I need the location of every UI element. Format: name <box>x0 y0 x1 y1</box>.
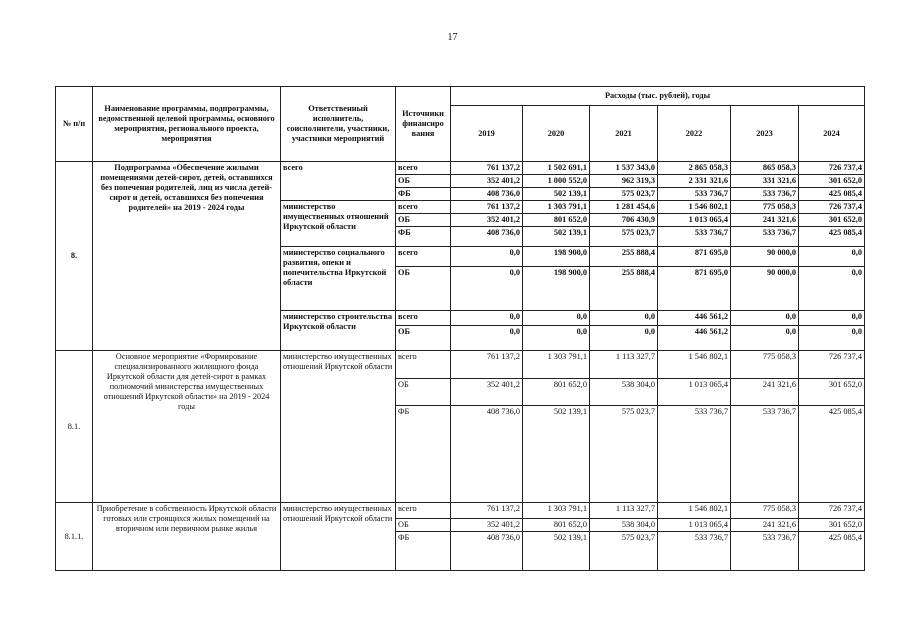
value-cell: 533 736,7 <box>731 532 799 571</box>
item-name: Приобретение в собственность Иркутской области готовых или строящихся жилых помещений на вторичном или первичном рынке жилья <box>93 503 281 571</box>
value-cell: 90 000,0 <box>731 247 799 267</box>
value-cell: 801 652,0 <box>523 214 590 227</box>
header-num: № п/п <box>56 87 93 162</box>
value-cell: 1 303 791,1 <box>523 201 590 214</box>
responsible-executor: министерство имущественных отношений Иркутской области <box>281 351 396 503</box>
value-cell: 533 736,7 <box>731 188 799 201</box>
value-cell: 706 430,9 <box>590 214 658 227</box>
value-cell: 446 561,2 <box>658 326 731 351</box>
value-cell: 1 281 454,6 <box>590 201 658 214</box>
value-cell: 425 085,4 <box>799 188 865 201</box>
value-cell: 533 736,7 <box>658 188 731 201</box>
funding-source: всего <box>396 311 451 326</box>
value-cell: 533 736,7 <box>731 227 799 247</box>
value-cell: 241 321,6 <box>731 519 799 532</box>
value-cell: 0,0 <box>731 311 799 326</box>
header-year: 2019 <box>451 106 523 162</box>
value-cell: 502 139,1 <box>523 227 590 247</box>
value-cell: 408 736,0 <box>451 406 523 503</box>
value-cell: 352 401,2 <box>451 175 523 188</box>
value-cell: 0,0 <box>523 311 590 326</box>
header-year: 2024 <box>799 106 865 162</box>
responsible-executor: министерство социального развития, опеки и попечительства Иркутской области <box>281 247 396 311</box>
header-sources: Источники финансиро вания <box>396 87 451 162</box>
value-cell: 1 546 802,1 <box>658 503 731 519</box>
value-cell: 533 736,7 <box>731 406 799 503</box>
value-cell: 301 652,0 <box>799 214 865 227</box>
value-cell: 352 401,2 <box>451 379 523 406</box>
value-cell: 2 331 321,6 <box>658 175 731 188</box>
responsible-executor: министерство имущественных отношений Иркутской области <box>281 201 396 247</box>
value-cell: 775 058,3 <box>731 351 799 379</box>
value-cell: 538 304,0 <box>590 519 658 532</box>
value-cell: 301 652,0 <box>799 519 865 532</box>
value-cell: 502 139,1 <box>523 188 590 201</box>
value-cell: 1 303 791,1 <box>523 351 590 379</box>
value-cell: 90 000,0 <box>731 267 799 311</box>
header-expenses: Расходы (тыс. рублей), годы <box>451 87 865 106</box>
value-cell: 0,0 <box>731 326 799 351</box>
value-cell: 198 900,0 <box>523 247 590 267</box>
value-cell: 575 023,7 <box>590 406 658 503</box>
value-cell: 0,0 <box>451 311 523 326</box>
value-cell: 352 401,2 <box>451 519 523 532</box>
value-cell: 408 736,0 <box>451 532 523 571</box>
value-cell: 0,0 <box>451 247 523 267</box>
value-cell: 575 023,7 <box>590 532 658 571</box>
value-cell: 1 502 691,1 <box>523 162 590 175</box>
value-cell: 1 546 802,1 <box>658 351 731 379</box>
funding-source: ФБ <box>396 188 451 201</box>
value-cell: 871 695,0 <box>658 247 731 267</box>
funding-source: ОБ <box>396 326 451 351</box>
value-cell: 1 013 065,4 <box>658 379 731 406</box>
item-name: Подпрограмма «Обеспечение жилыми помещениями детей-сирот, детей, оставшихся без попечения родителей, лиц из числа детей-сирот и детей, оставшихся без попечения родителей» на 2019 - 2024 годы <box>93 162 281 351</box>
funding-source: ОБ <box>396 379 451 406</box>
value-cell: 241 321,6 <box>731 214 799 227</box>
funding-source: всего <box>396 247 451 267</box>
value-cell: 408 736,0 <box>451 188 523 201</box>
header-year: 2022 <box>658 106 731 162</box>
value-cell: 352 401,2 <box>451 214 523 227</box>
value-cell: 575 023,7 <box>590 188 658 201</box>
value-cell: 255 888,4 <box>590 247 658 267</box>
value-cell: 962 319,3 <box>590 175 658 188</box>
value-cell: 301 652,0 <box>799 175 865 188</box>
header-year: 2023 <box>731 106 799 162</box>
value-cell: 425 085,4 <box>799 532 865 571</box>
value-cell: 0,0 <box>590 311 658 326</box>
header-year: 2021 <box>590 106 658 162</box>
value-cell: 865 058,3 <box>731 162 799 175</box>
value-cell: 1 000 552,0 <box>523 175 590 188</box>
value-cell: 1 113 327,7 <box>590 503 658 519</box>
funding-source: всего <box>396 162 451 175</box>
value-cell: 0,0 <box>590 326 658 351</box>
funding-source: всего <box>396 351 451 379</box>
value-cell: 801 652,0 <box>523 519 590 532</box>
value-cell: 801 652,0 <box>523 379 590 406</box>
responsible-executor: министерство имущественных отношений Иркутской области <box>281 503 396 571</box>
funding-source: ФБ <box>396 532 451 571</box>
value-cell: 775 058,3 <box>731 503 799 519</box>
value-cell: 1 303 791,1 <box>523 503 590 519</box>
item-name: Основное мероприятие «Формирование специализированного жилищного фонда Иркутской области для детей-сирот в рамках полномочий министерства имущественных отношений Иркутской области» на 2019 - 2024 годы <box>93 351 281 503</box>
funding-source: ОБ <box>396 214 451 227</box>
value-cell: 0,0 <box>523 326 590 351</box>
value-cell: 1 537 343,0 <box>590 162 658 175</box>
header-responsible: Ответственный исполнитель, соисполнители, участники, участники мероприятий <box>281 87 396 162</box>
value-cell: 761 137,2 <box>451 503 523 519</box>
value-cell: 761 137,2 <box>451 162 523 175</box>
budget-table <box>55 86 865 571</box>
value-cell: 538 304,0 <box>590 379 658 406</box>
value-cell: 301 652,0 <box>799 379 865 406</box>
value-cell: 0,0 <box>451 267 523 311</box>
row-number: 8. <box>56 162 93 351</box>
header-name: Наименование программы, подпрограммы, ведомственной целевой программы, основного мероприятия, регионального проекта, мероприятия <box>93 87 281 162</box>
value-cell: 0,0 <box>799 311 865 326</box>
value-cell: 575 023,7 <box>590 227 658 247</box>
value-cell: 0,0 <box>799 267 865 311</box>
value-cell: 502 139,1 <box>523 532 590 571</box>
funding-source: ОБ <box>396 175 451 188</box>
row-number: 8.1.1. <box>56 503 93 571</box>
funding-source: всего <box>396 503 451 519</box>
value-cell: 761 137,2 <box>451 201 523 214</box>
value-cell: 0,0 <box>799 326 865 351</box>
value-cell: 255 888,4 <box>590 267 658 311</box>
funding-source: ОБ <box>396 267 451 311</box>
value-cell: 446 561,2 <box>658 311 731 326</box>
value-cell: 533 736,7 <box>658 406 731 503</box>
value-cell: 1 546 802,1 <box>658 201 731 214</box>
value-cell: 726 737,4 <box>799 162 865 175</box>
value-cell: 726 737,4 <box>799 351 865 379</box>
value-cell: 726 737,4 <box>799 201 865 214</box>
responsible-executor: всего <box>281 162 396 201</box>
value-cell: 533 736,7 <box>658 227 731 247</box>
value-cell: 1 113 327,7 <box>590 351 658 379</box>
value-cell: 408 736,0 <box>451 227 523 247</box>
header-year: 2020 <box>523 106 590 162</box>
value-cell: 241 321,6 <box>731 379 799 406</box>
funding-source: всего <box>396 201 451 214</box>
value-cell: 425 085,4 <box>799 227 865 247</box>
value-cell: 775 058,3 <box>731 201 799 214</box>
value-cell: 2 865 058,3 <box>658 162 731 175</box>
value-cell: 0,0 <box>451 326 523 351</box>
value-cell: 331 321,6 <box>731 175 799 188</box>
funding-source: ОБ <box>396 519 451 532</box>
value-cell: 1 013 065,4 <box>658 519 731 532</box>
responsible-executor: министерство строительства Иркутской области <box>281 311 396 351</box>
value-cell: 761 137,2 <box>451 351 523 379</box>
value-cell: 425 085,4 <box>799 406 865 503</box>
value-cell: 726 737,4 <box>799 503 865 519</box>
value-cell: 533 736,7 <box>658 532 731 571</box>
value-cell: 0,0 <box>799 247 865 267</box>
value-cell: 502 139,1 <box>523 406 590 503</box>
page-number: 17 <box>447 32 458 43</box>
value-cell: 1 013 065,4 <box>658 214 731 227</box>
funding-source: ФБ <box>396 406 451 503</box>
funding-source: ФБ <box>396 227 451 247</box>
value-cell: 198 900,0 <box>523 267 590 311</box>
value-cell: 871 695,0 <box>658 267 731 311</box>
row-number: 8.1. <box>56 351 93 503</box>
